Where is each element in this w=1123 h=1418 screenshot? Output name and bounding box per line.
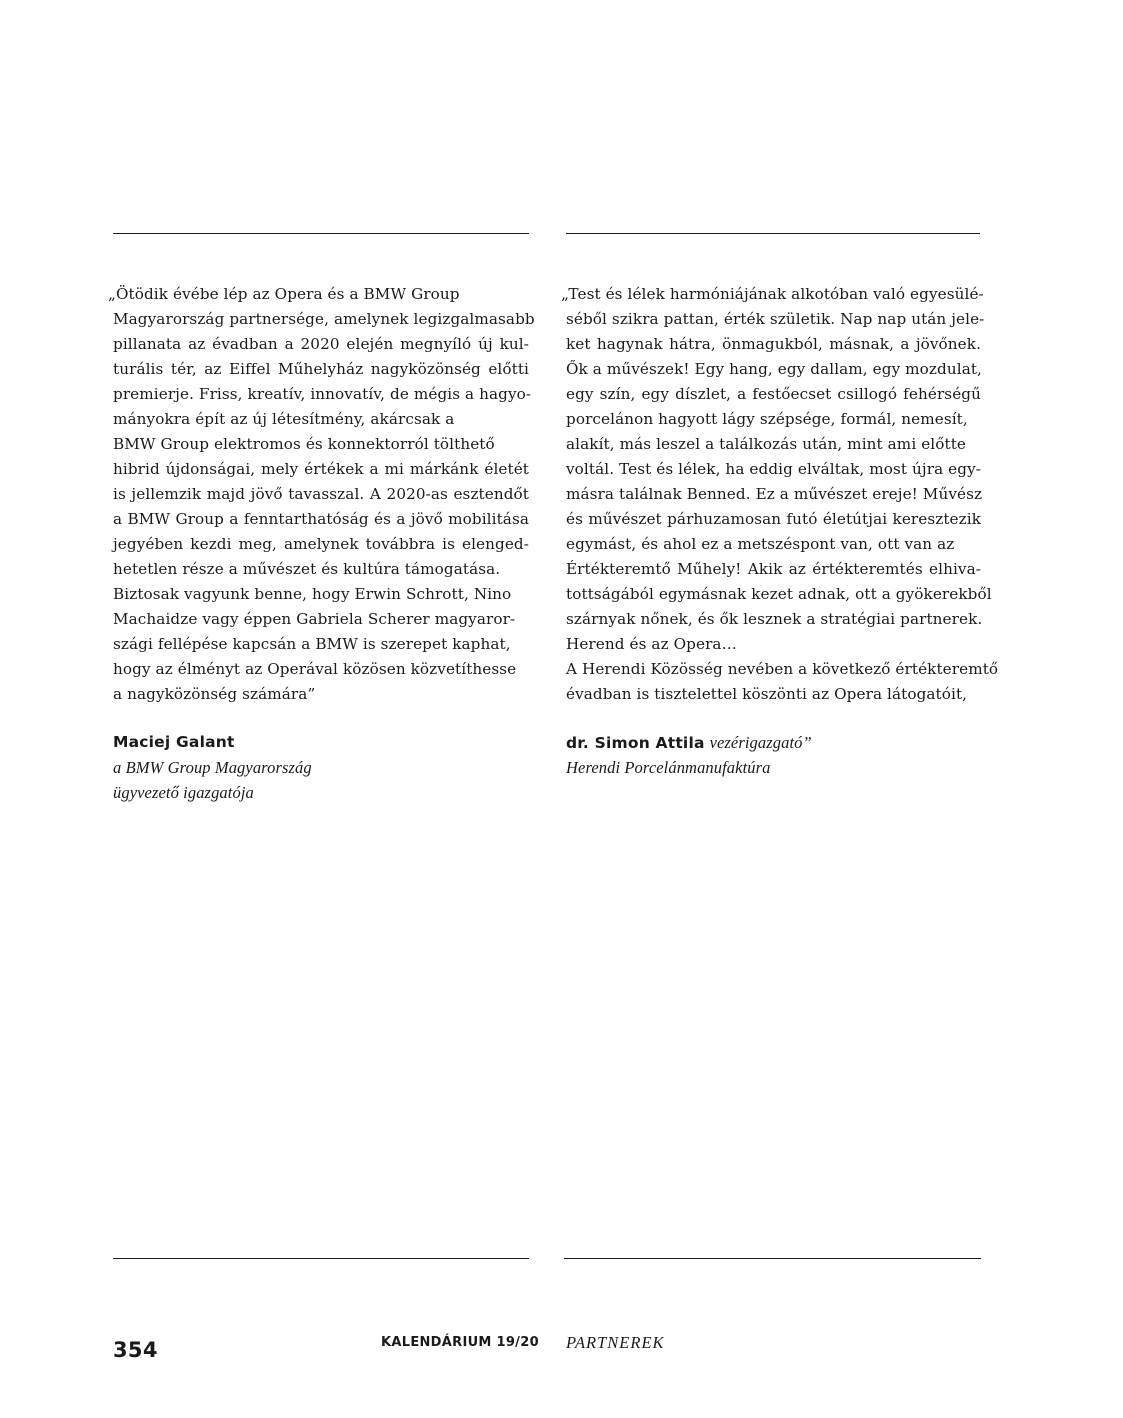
left-quote-line: premierje. Friss, kreatív, innovatív, de mégis a hagyo- [113,385,532,403]
left-quote [108,282,535,707]
left-column [108,282,535,805]
left-quote-line: a BMW Group a fenntarthatóság és a jövő mobilitása [113,510,529,528]
section-title: PARTNEREK [566,1333,665,1352]
right-quote-line: séből szikra pattan, érték születik. Nap nap után jele- [566,310,985,328]
top-rule-left [113,233,529,234]
right-quote-line: „Test és lélek harmóniájának alkotóban való egyesülé- [561,285,984,303]
right-quote [561,282,999,707]
right-quote-line: voltál. Test és lélek, ha eddig elváltak, most újra egy- [566,460,981,478]
right-quote-line: porcelánon hagyott lágy szépsége, formál, nemesít, [566,410,968,428]
left-quote-line: a nagyközönség számára” [113,685,316,703]
right-quote-line: évadban is tisztelettel köszönti az Opera látogatóit, [566,685,968,703]
left-signature [113,730,529,805]
signature-name: dr. Simon Attila [566,734,705,752]
left-quote-line: is jellemzik majd jövő tavasszal. A 2020-as esztendőt [113,485,529,503]
right-quote-line: és művészet párhuzamosan futó életútjai keresztezik [566,510,981,528]
signature-role-inline: vezérigazgató” [709,733,812,752]
right-quote-line: ket hagynak hátra, önmagukból, másnak, a jövőnek. [566,335,981,353]
right-column [561,282,999,780]
right-quote-line: alakít, más leszel a találkozás után, mint ami előtte [566,435,966,453]
signature-name: Maciej Galant [113,733,235,751]
bottom-rule-left [113,1258,529,1259]
left-quote-line: „Ötödik évébe lép az Opera és a BMW Group [108,285,460,303]
signature-role: ügyvezető igazgatója [113,783,254,802]
left-quote-line: pillanata az évadban a 2020 elején megnyíló új kul- [113,335,529,353]
publication-title: KALENDÁRIUM 19/20 [381,1335,539,1350]
right-quote-line: Herend és az Opera… [566,635,737,653]
left-quote-line: hogy az élményt az Operával közösen közvetíthesse [113,660,517,678]
right-quote-line: egy szín, egy díszlet, a festőecset csillogó fehérségű [566,385,981,403]
page-number: 354 [113,1338,158,1362]
right-quote-line: Értékteremtő Műhely! Akik az értékteremtés elhiva- [566,560,981,578]
right-signature [566,730,981,780]
left-quote-line: hetetlen része a művészet és kultúra támogatása. [113,560,501,578]
left-quote-line: turális tér, az Eiffel Műhelyház nagyközönség előtti [113,360,529,378]
right-quote-line: A Herendi Közösség nevében a következő értékteremtő [566,660,999,678]
left-quote-line: BMW Group elektromos és konnektorról tölthető [113,435,495,453]
left-quote-line: hibrid újdonságai, mely értékek a mi márkánk életét [113,460,529,478]
left-quote-line: szági fellépése kapcsán a BMW is szerepet kaphat, [113,635,511,653]
left-quote-line: jegyében kezdi meg, amelynek továbbra is elenged- [113,535,529,553]
signature-role: a BMW Group Magyarország [113,758,312,777]
signature-role: Herendi Porcelánmanufaktúra [566,758,771,777]
left-quote-line: Magyarország partnersége, amelynek legizgalmasabb [113,310,535,328]
left-quote-line: Machaidze vagy éppen Gabriela Scherer magyaror- [113,610,516,628]
top-rule-right [566,233,980,234]
right-quote-line: szárnyak nőnek, és ők lesznek a stratégiai partnerek. [566,610,983,628]
right-quote-line: egymást, és ahol ez a metszéspont van, ott van az [566,535,955,553]
right-quote-line: Ők a művészek! Egy hang, egy dallam, egy mozdulat, [566,360,982,378]
right-quote-line: tottságából egymásnak kezet adnak, ott a gyökerekből [566,585,992,603]
left-quote-line: Biztosak vagyunk benne, hogy Erwin Schrott, Nino [113,585,512,603]
bottom-rule-right [564,1258,981,1259]
left-quote-line: mányokra épít az új létesítmény, akárcsak a [113,410,455,428]
right-quote-line: másra találnak Benned. Ez a művészet ereje! Művész [566,485,983,503]
